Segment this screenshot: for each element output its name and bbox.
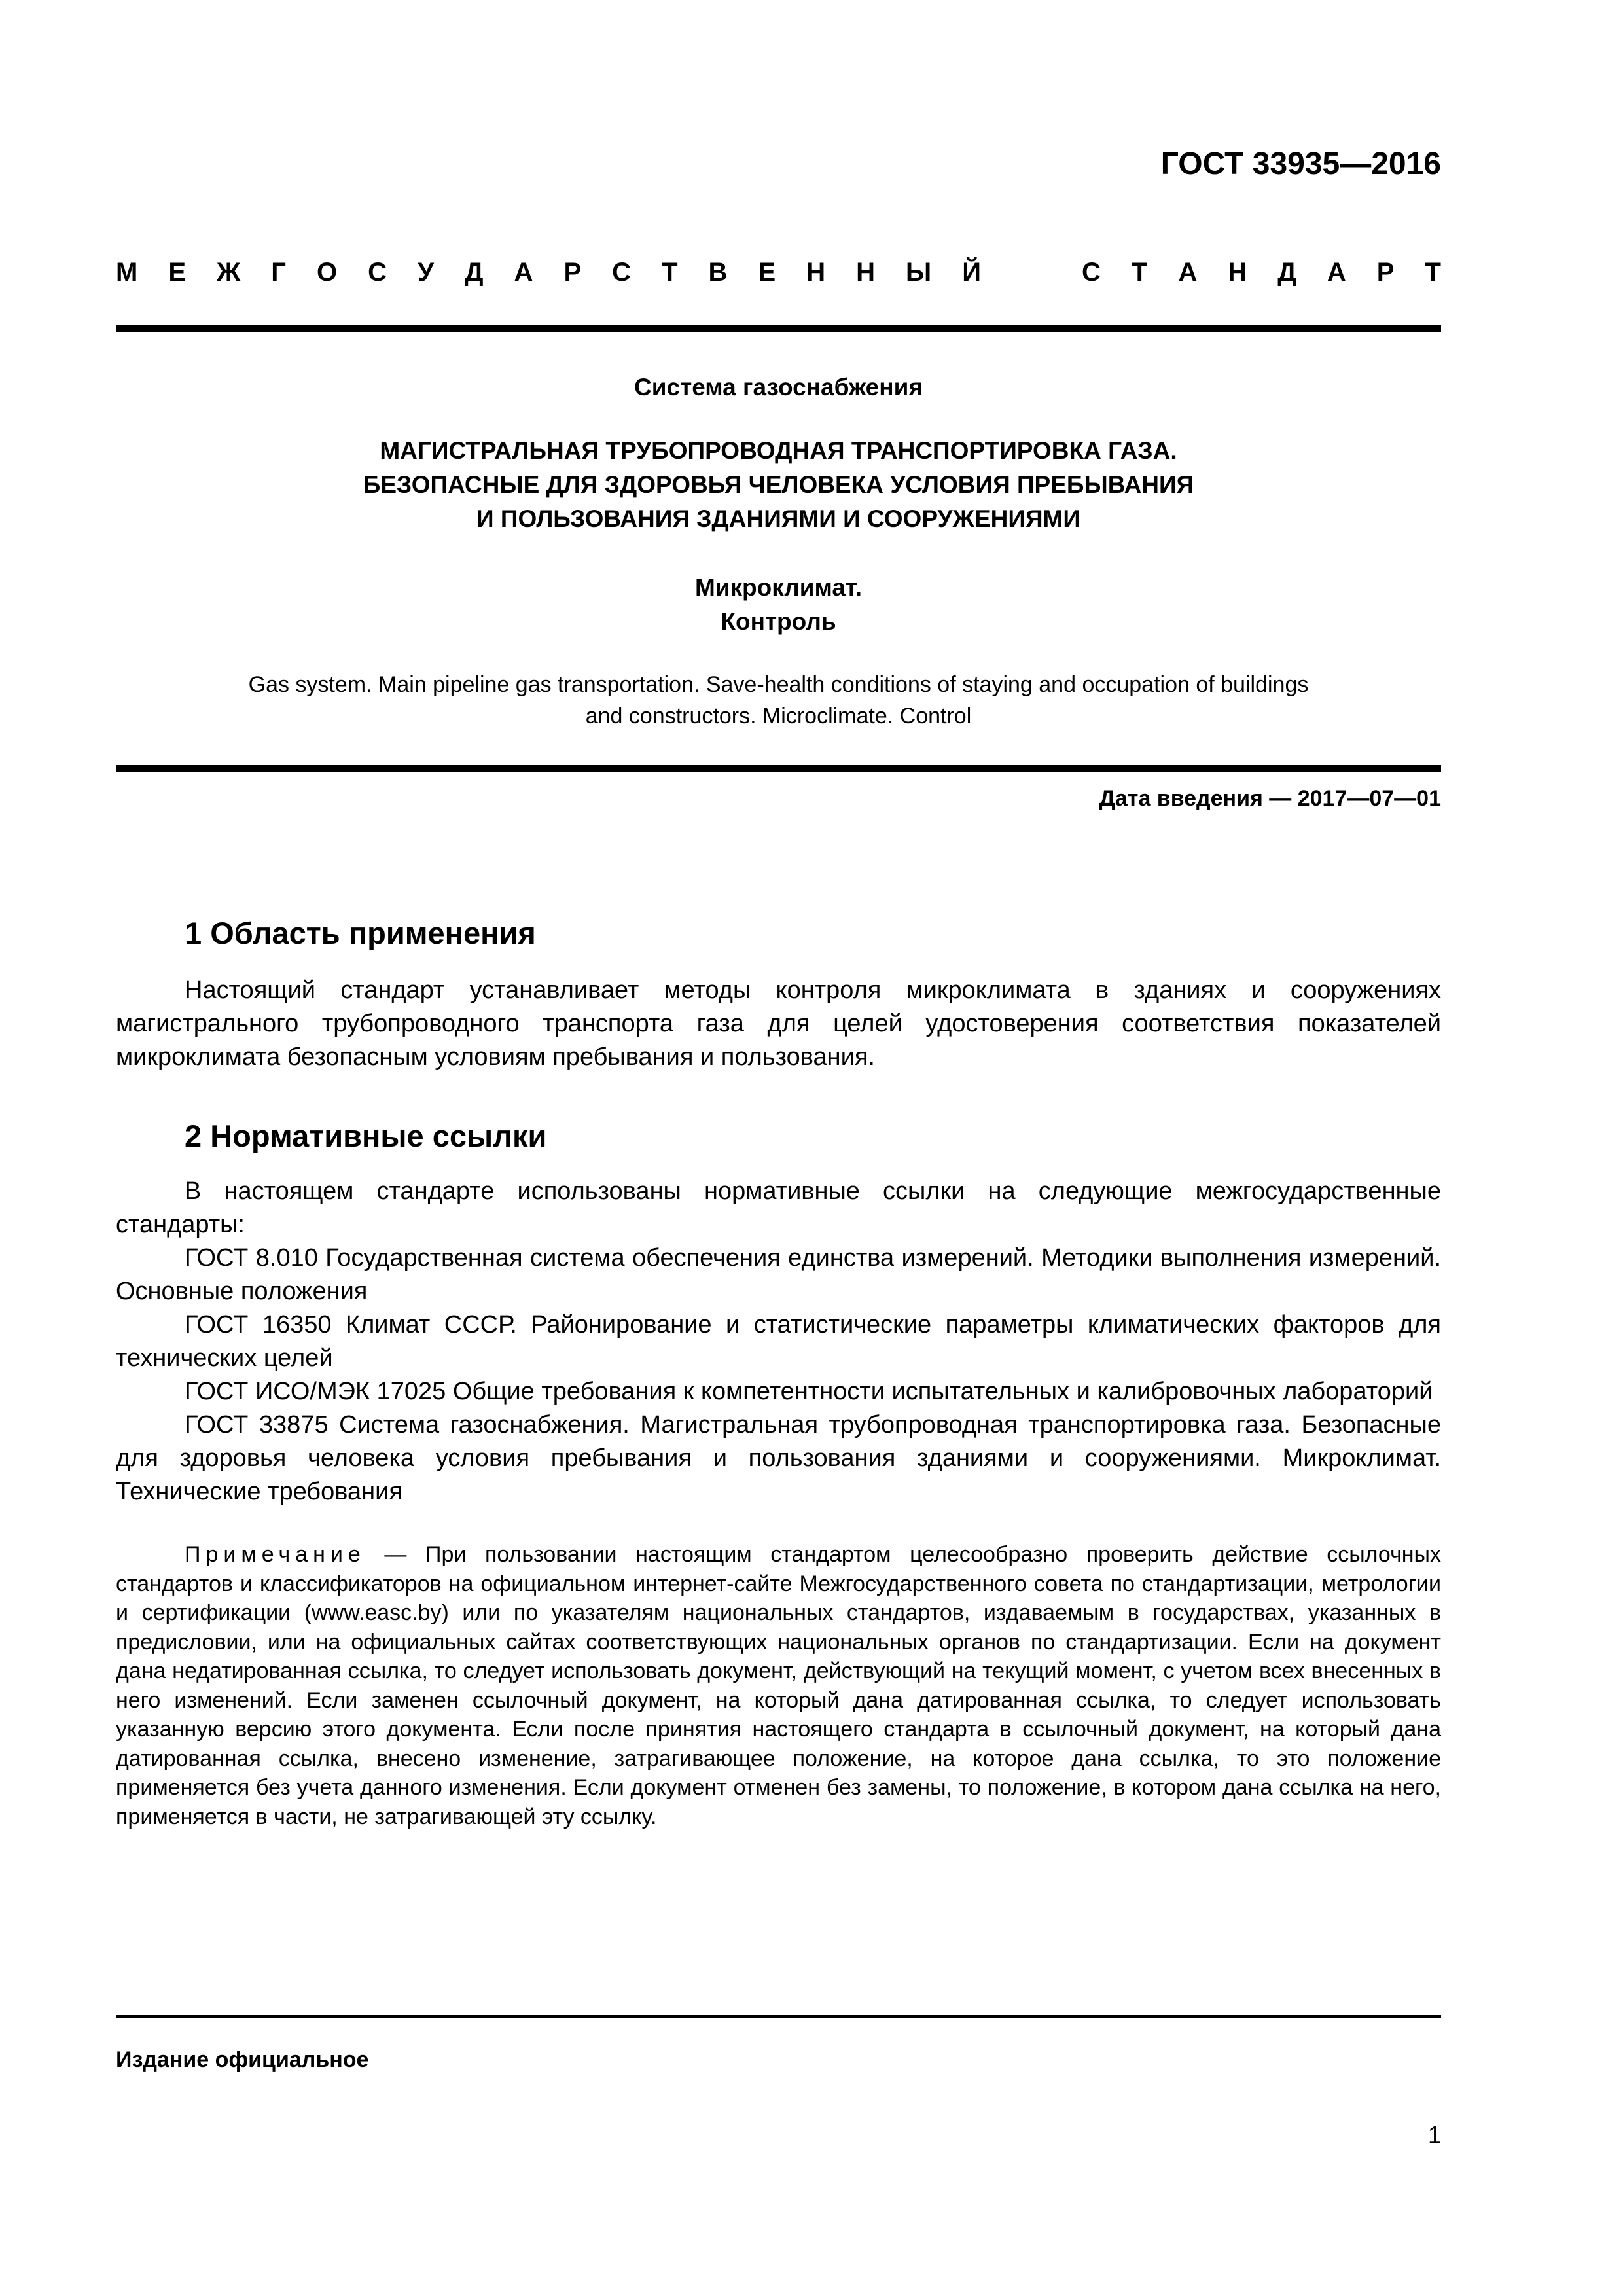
normative-references [116, 1175, 1441, 1509]
section-heading-normative-references: 2 Нормативные ссылки [185, 1119, 547, 1153]
interstate-standard-heading [116, 257, 1441, 288]
page-number: 1 [1427, 2121, 1441, 2148]
english-title-line: and constructors. Microclimate. Control [585, 704, 972, 728]
heading-letter: Д [1277, 258, 1296, 287]
main-title-line: БЕЗОПАСНЫЕ ДЛЯ ЗДОРОВЬЯ ЧЕЛОВЕКА УСЛОВИЯ ПРЕБЫВАНИЯ [363, 471, 1194, 498]
introduction-date: Дата введения — 2017—07—01 [1099, 786, 1441, 811]
heading-letter: Г [271, 258, 286, 287]
heading-letter: О [316, 258, 338, 287]
heading-letter: Е [758, 258, 776, 287]
scope-paragraph: Настоящий стандарт устанавливает методы контроля микроклимата в зданиях и сооружениях магистрального трубопроводного транспорта газа для целей удостоверения соответствия показателей микроклимата безопасным условиям пребывания и пользования. [116, 977, 1441, 1071]
section-heading-scope: 1 Область применения [185, 916, 536, 950]
heading-letter: Н [806, 258, 826, 287]
heading-letter: Ж [217, 258, 241, 287]
heading-letter: М [116, 258, 138, 287]
heading-letter: Н [856, 258, 875, 287]
heading-letter: Т [1425, 258, 1441, 287]
main-title-line: И ПОЛЬЗОВАНИЯ ЗДАНИЯМИ И СООРУЖЕНИЯМИ [476, 505, 1080, 532]
reference-item: ГОСТ 33875 Система газоснабжения. Магистральная трубопроводная транспортировка газа. Безопасные для здоровья человека условия пребывания и пользования зданиями и сооружениями. Микроклимат. Технические требования [116, 1411, 1441, 1505]
heading-letter: Д [464, 258, 484, 287]
reference-item: ГОСТ 8.010 Государственная система обеспечения единства измерений. Методики выполнения измерений. Основные положения [116, 1244, 1441, 1305]
middle-divider [116, 765, 1441, 772]
standard-number: ГОСТ 33935—2016 [1160, 147, 1441, 181]
document-page [116, 0, 1441, 2296]
heading-letter: С [368, 258, 387, 287]
word-gap [1012, 257, 1051, 288]
reference-item: ГОСТ 16350 Климат СССР. Районирование и статистические параметры климатических факторов для технических целей [116, 1311, 1441, 1372]
note-label: Примечание [185, 1542, 366, 1567]
sub-title [116, 571, 1441, 639]
note-text: — При пользовании настоящим стандартом целесообразно проверить действие ссылочных стандартов и классификаторов на официальном интернет-сайте Межгосударственного совета по стандартизации, метрологии и сертификации (www.easc.by) или по указателям национальных стандартов, издаваемым в государствах, указанных в предисловии, или на официальных сайтах соответствующих национальных органов по стандартизации. Если на документ дана недатированная ссылка, то следует использовать документ, действующий на текущий момент, с учетом всех внесенных в него изменений. Если заменен ссылочный документ, на который дана датированная ссылка, то следует использовать указанную версию этого документа. Если после принятия настоящего стандарта в ссылочный документ, на который дана датированная ссылка, внесено изменение, затрагивающее положение, на которое дана ссылка, то это положение применяется без учета данного изменения. Если документ отменен без замены, то положение, в котором дана ссылка на него, применяется в части, не затрагивающей эту ссылку. [116, 1542, 1441, 1829]
heading-letter: Н [1228, 258, 1247, 287]
heading-letter: С [612, 258, 632, 287]
sub-title-line: Контроль [721, 608, 836, 635]
english-title [116, 669, 1441, 732]
heading-letter: Й [962, 258, 981, 287]
heading-letter: А [514, 258, 533, 287]
official-edition-label: Издание официальное [116, 2047, 369, 2072]
heading-letter: Р [1376, 258, 1395, 287]
heading-letter: В [708, 258, 728, 287]
heading-letter: У [418, 258, 434, 287]
heading-letter: Р [563, 258, 582, 287]
main-title-line: МАГИСТРАЛЬНАЯ ТРУБОПРОВОДНАЯ ТРАНСПОРТИРОВКА ГАЗА. [380, 437, 1177, 464]
main-title [116, 434, 1441, 536]
heading-letter: А [1178, 258, 1198, 287]
references-intro: В настоящем стандарте использованы нормативные ссылки на следующие межгосударственные стандарты: [116, 1177, 1441, 1238]
heading-letter: Т [1131, 258, 1148, 287]
heading-letter: С [1082, 258, 1101, 287]
top-divider [116, 325, 1441, 332]
sub-title-line: Микроклимат. [694, 574, 863, 601]
english-title-line: Gas system. Main pipeline gas transportation. Save-health conditions of staying and occupation of buildings [248, 672, 1309, 697]
heading-letter: Ы [906, 258, 932, 287]
references-note [116, 1540, 1441, 1831]
footer-divider [116, 2015, 1441, 2018]
reference-item: ГОСТ ИСО/МЭК 17025 Общие требования к компетентности испытательных и калибровочных лабораторий [185, 1378, 1433, 1405]
heading-letter: Т [662, 258, 678, 287]
system-title: Система газоснабжения [634, 374, 923, 401]
heading-letter: Е [168, 258, 187, 287]
heading-letter: А [1327, 258, 1346, 287]
